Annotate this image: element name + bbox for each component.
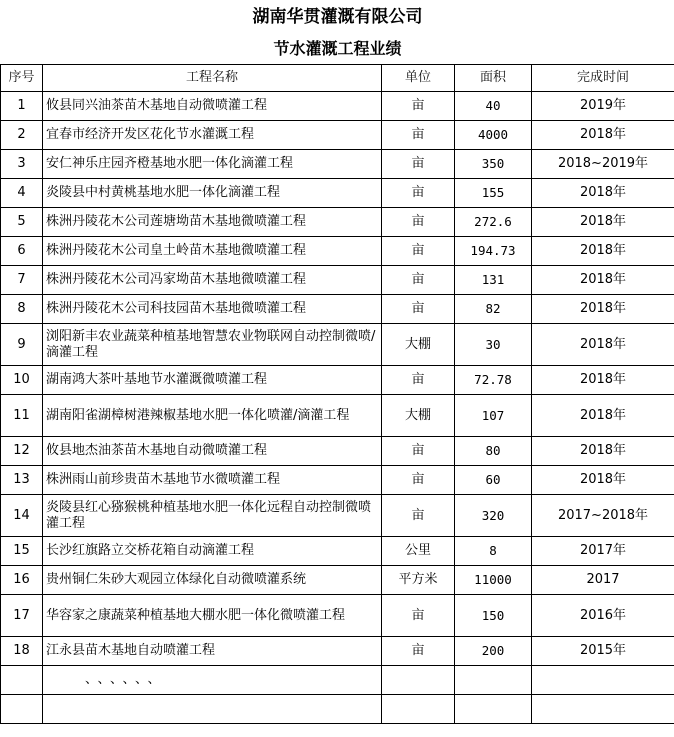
document-title: 节水灌溉工程业绩 xyxy=(1,33,674,65)
company-title: 湖南华贯灌溉有限公司 xyxy=(252,6,423,27)
row-completion-time: 2018~2019年 xyxy=(532,150,674,179)
row-completion-time: 2018年 xyxy=(532,466,674,495)
row-unit: 亩 xyxy=(382,366,455,395)
row-index: 14 xyxy=(1,495,43,537)
header-area: 面积 xyxy=(455,65,532,92)
row-unit: 亩 xyxy=(382,208,455,237)
table-body xyxy=(1,92,674,666)
row-completion-time: 2018年 xyxy=(532,295,674,324)
row-completion-time: 2018年 xyxy=(532,437,674,466)
row-unit: 亩 xyxy=(382,637,455,666)
header-project-name: 工程名称 xyxy=(43,65,382,92)
row-completion-time: 2018年 xyxy=(532,324,674,366)
row-completion-time: 2017 xyxy=(532,566,674,595)
row-project-name: 攸县地杰油茶苗木基地自动微喷灌工程 xyxy=(43,437,382,466)
row-completion-time: 2018年 xyxy=(532,237,674,266)
row-project-name: 长沙红旗路立交桥花箱自动滴灌工程 xyxy=(43,537,382,566)
row-area: 155 xyxy=(455,179,532,208)
table-row xyxy=(1,208,674,237)
row-project-name: 湖南阳雀湖樟树港辣椒基地水肥一体化喷灌/滴灌工程 xyxy=(43,395,382,437)
row-index: 17 xyxy=(1,595,43,637)
row-area: 272.6 xyxy=(455,208,532,237)
row-index: 6 xyxy=(1,237,43,266)
row-index: 15 xyxy=(1,537,43,566)
row-area: 60 xyxy=(455,466,532,495)
row-unit: 平方米 xyxy=(382,566,455,595)
row-area: 8 xyxy=(455,537,532,566)
table-row xyxy=(1,92,674,121)
row-area: 350 xyxy=(455,150,532,179)
row-index: 9 xyxy=(1,324,43,366)
continuation-row xyxy=(1,666,674,695)
row-project-name: 株洲雨山前珍贵苗木基地节水微喷灌工程 xyxy=(43,466,382,495)
table-row xyxy=(1,495,674,537)
row-completion-time: 2017~2018年 xyxy=(532,495,674,537)
row-completion-time: 2016年 xyxy=(532,595,674,637)
row-unit: 亩 xyxy=(382,295,455,324)
row-index: 5 xyxy=(1,208,43,237)
row-area: 4000 xyxy=(455,121,532,150)
row-completion-time: 2018年 xyxy=(532,366,674,395)
row-index: 4 xyxy=(1,179,43,208)
table-row xyxy=(1,437,674,466)
table-row xyxy=(1,595,674,637)
row-unit: 亩 xyxy=(382,92,455,121)
row-completion-time: 2018年 xyxy=(532,121,674,150)
row-index: 11 xyxy=(1,395,43,437)
row-area: 150 xyxy=(455,595,532,637)
row-completion-time: 2018年 xyxy=(532,179,674,208)
header-completion-time: 完成时间 xyxy=(532,65,674,92)
row-index: 10 xyxy=(1,366,43,395)
row-project-name: 贵州铜仁朱砂大观园立体绿化自动微喷灌系统 xyxy=(43,566,382,595)
row-index: 16 xyxy=(1,566,43,595)
table-row xyxy=(1,121,674,150)
row-completion-time: 2018年 xyxy=(532,266,674,295)
header-unit: 单位 xyxy=(382,65,455,92)
row-project-name: 浏阳新丰农业蔬菜种植基地智慧农业物联网自动控制微喷/滴灌工程 xyxy=(43,324,382,366)
table-row xyxy=(1,537,674,566)
title-row xyxy=(1,0,674,33)
row-completion-time: 2015年 xyxy=(532,637,674,666)
row-unit: 亩 xyxy=(382,237,455,266)
row-project-name: 江永县苗木基地自动喷灌工程 xyxy=(43,637,382,666)
header-row xyxy=(1,65,674,92)
table-row xyxy=(1,295,674,324)
row-project-name: 炎陵县红心猕猴桃种植基地水肥一体化远程自动控制微喷灌工程 xyxy=(43,495,382,537)
table-row xyxy=(1,237,674,266)
continuation-marks: 、、、、、、 xyxy=(43,666,382,695)
row-index: 2 xyxy=(1,121,43,150)
row-area: 107 xyxy=(455,395,532,437)
row-project-name: 炎陵县中村黄桃基地水肥一体化滴灌工程 xyxy=(43,179,382,208)
row-completion-time: 2018年 xyxy=(532,395,674,437)
row-unit: 亩 xyxy=(382,150,455,179)
row-area: 80 xyxy=(455,437,532,466)
table-row xyxy=(1,150,674,179)
row-project-name: 株洲丹陵花木公司科技园苗木基地微喷灌工程 xyxy=(43,295,382,324)
row-area: 11000 xyxy=(455,566,532,595)
row-unit: 亩 xyxy=(382,121,455,150)
table-footer xyxy=(1,666,674,724)
row-unit: 亩 xyxy=(382,266,455,295)
row-index: 12 xyxy=(1,437,43,466)
row-project-name: 株洲丹陵花木公司莲塘坳苗木基地微喷灌工程 xyxy=(43,208,382,237)
row-unit: 亩 xyxy=(382,437,455,466)
table-row xyxy=(1,466,674,495)
row-index: 8 xyxy=(1,295,43,324)
row-project-name: 株洲丹陵花木公司皇土岭苗木基地微喷灌工程 xyxy=(43,237,382,266)
row-project-name: 株洲丹陵花木公司冯家坳苗木基地微喷灌工程 xyxy=(43,266,382,295)
row-unit: 亩 xyxy=(382,179,455,208)
table-row xyxy=(1,266,674,295)
subtitle-row xyxy=(1,33,674,65)
row-completion-time: 2017年 xyxy=(532,537,674,566)
row-area: 131 xyxy=(455,266,532,295)
row-area: 82 xyxy=(455,295,532,324)
row-project-name: 攸县同兴油茶苗木基地自动微喷灌工程 xyxy=(43,92,382,121)
table-row xyxy=(1,637,674,666)
row-area: 194.73 xyxy=(455,237,532,266)
row-index: 3 xyxy=(1,150,43,179)
row-completion-time: 2019年 xyxy=(532,92,674,121)
row-project-name: 湖南鸿大茶叶基地节水灌溉微喷灌工程 xyxy=(43,366,382,395)
row-area: 72.78 xyxy=(455,366,532,395)
row-unit: 亩 xyxy=(382,595,455,637)
row-unit: 大棚 xyxy=(382,324,455,366)
row-area: 30 xyxy=(455,324,532,366)
row-index: 1 xyxy=(1,92,43,121)
row-project-name: 安仁神乐庄园齐橙基地水肥一体化滴灌工程 xyxy=(43,150,382,179)
row-area: 200 xyxy=(455,637,532,666)
table-row xyxy=(1,366,674,395)
row-completion-time: 2018年 xyxy=(532,208,674,237)
row-project-name: 宜春市经济开发区花化节水灌溉工程 xyxy=(43,121,382,150)
row-area: 320 xyxy=(455,495,532,537)
row-area: 40 xyxy=(455,92,532,121)
row-project-name: 华容家之康蔬菜种植基地大棚水肥一体化微喷灌工程 xyxy=(43,595,382,637)
row-unit: 公里 xyxy=(382,537,455,566)
row-index: 18 xyxy=(1,637,43,666)
table-row xyxy=(1,566,674,595)
row-unit: 大棚 xyxy=(382,395,455,437)
table-row xyxy=(1,395,674,437)
row-index: 13 xyxy=(1,466,43,495)
table-row xyxy=(1,179,674,208)
header-index: 序号 xyxy=(1,65,43,92)
row-unit: 亩 xyxy=(382,495,455,537)
empty-row xyxy=(1,695,674,724)
table-row xyxy=(1,324,674,366)
row-index: 7 xyxy=(1,266,43,295)
row-unit: 亩 xyxy=(382,466,455,495)
